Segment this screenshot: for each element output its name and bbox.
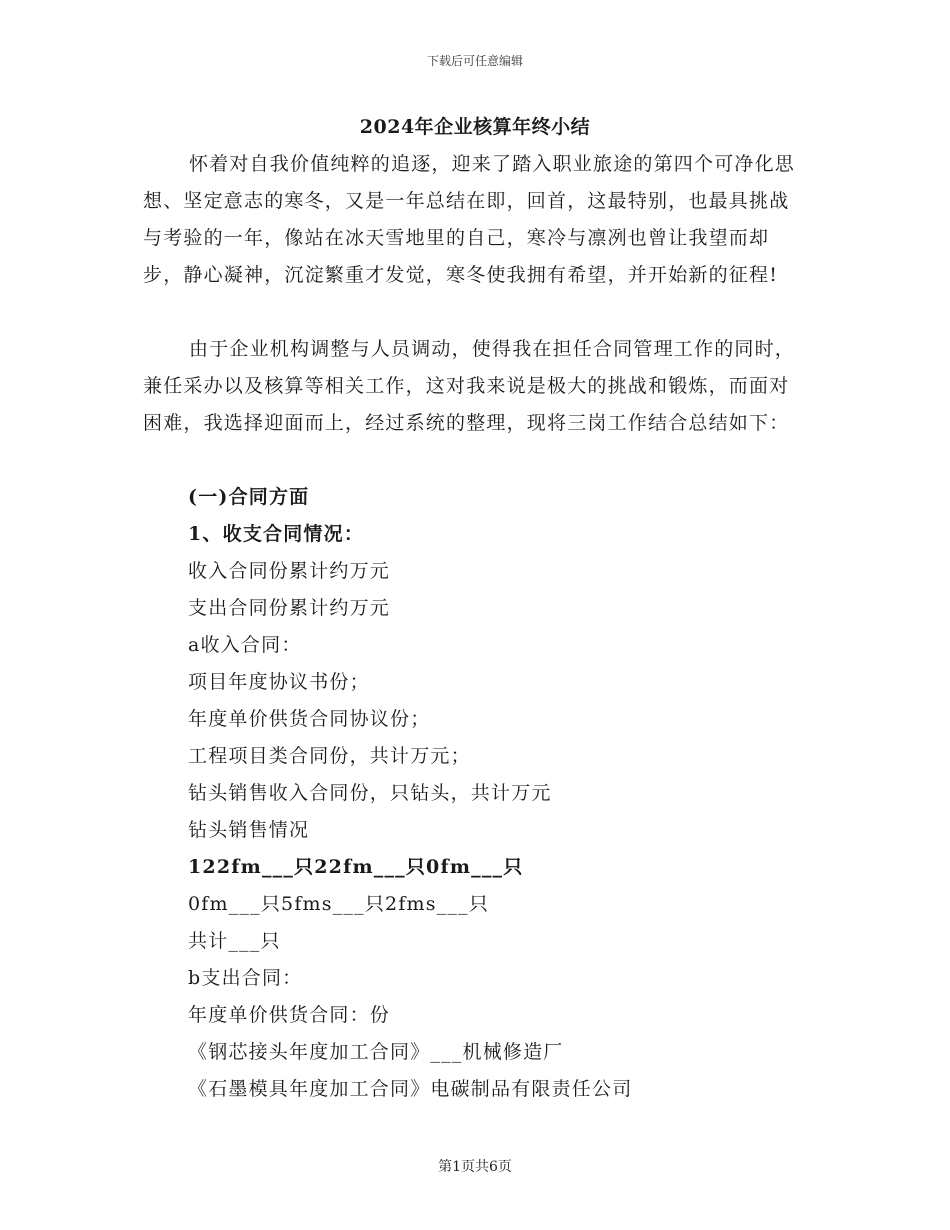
text-line: b支出合同： [188,967,303,989]
text-line: 《石墨模具年度加工合同》电碳制品有限责任公司 [188,1078,633,1100]
text-line: 项目年度协议书份； [188,671,370,693]
text-line: 年度单价供货合同协议份； [188,708,431,730]
text-line: 钻头销售收入合同份，只钻头，共计万元 [188,782,552,804]
paragraph-context: 由于企业机构调整与人员调动，使得我在担任合同管理工作的同时，兼任采办以及核算等相关工作，这对我来说是极大的挑战和锻炼，而面对困难，我选择迎面而上，经过系统的整理，现将三岗工作结合总结如下： [143,338,796,434]
text-line: 共计___只 [188,930,281,952]
document-title: 2024年企业核算年终小结 [359,116,591,138]
text-line: 年度单价供货合同：份 [188,1004,391,1026]
subsection-heading: 1、收支合同情况： [188,523,365,545]
text-line: 收入合同份累计约万元 [188,560,391,582]
text-line: a收入合同： [188,634,302,656]
text-line: 钻头销售情况 [188,819,310,841]
page-footer: 第1页共6页 [438,1159,512,1175]
text-line: 0fm___只5fms___只2fms___只 [188,893,490,915]
text-line-bold: 122fm___只22fm___只0fm___只 [188,856,524,878]
page-header: 下载后可任意编辑 [426,54,523,68]
text-line: 工程项目类合同份，共计万元； [188,745,471,767]
paragraph-intro: 怀着对自我价值纯粹的追逐，迎来了踏入职业旅途的第四个可净化思想、坚定意志的寒冬，又是一年总结在即，回首，这最特别，也最具挑战与考验的一年，像站在冰天雪地里的自己，寒冷与凛冽也曾让我望而却步，静心凝神，沉淀繁重才发觉，寒冬使我拥有希望，并开始新的征程! [143,153,796,286]
text-line: 支出合同份累计约万元 [188,597,391,619]
section-heading: (一)合同方面 [188,486,310,508]
text-line: 《钢芯接头年度加工合同》___机械修造厂 [188,1041,564,1063]
